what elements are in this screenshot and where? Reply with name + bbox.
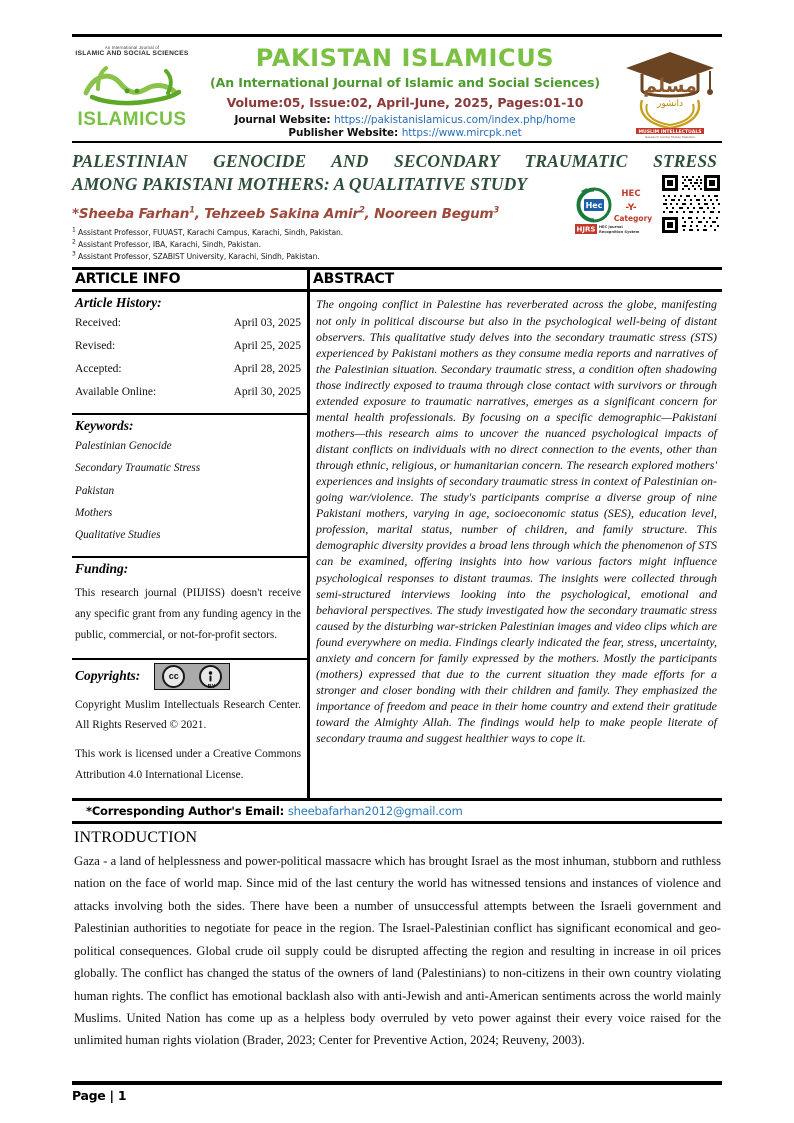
introduction-heading: INTRODUCTION <box>74 829 198 847</box>
introduction-body: Gaza - a land of helplessness and power-political massacre which has brought Israel as the most inhuman, stubborn and ruthless nation on the face of world map. Since mid of the last century the world has witnessed tensions and instances of violence and attacks involving both the sides. There have been a number of unsuccessful attempts between the Israeli government and Palestinian authorities to negotiate for peace in the region. The Israel-Palestinian conflict has significant economical and geo-political consequences. Global crude oil supply could be disrupted affecting the region and resulting in increase in oil prices globally. The conflict has changed the status of the owners of land (Palestinians) to non-citizens in their own country violating human rights. The conflict has emotional backlash also with anti-Jewish and anti-American sentiments across the world mainly Muslims. United Nation has come up as a helpless body overruled by veto power against their every voice raised for the unlimited human rights violation (Brader, 2023; Center for Preventive Action, 2024; Reuveny, 2003). <box>74 854 721 1048</box>
mirc-logo <box>618 41 722 139</box>
journal-website-label: Journal Website: <box>234 114 331 127</box>
abstract-text: The ongoing conflict in Palestine has reverberated across the globe, manifesting not only in political discourse but also in the psychological well-being of distant observers. This qualitative study delves into the secondary traumatic stress (STS) experienced by Pakistani mothers as they consume media reports and narratives of the Palestinian situation. Secondary traumatic stress, a condition often shadowing those indirectly exposed to trauma through close contact with survivors or through extended exposure to traumatic narratives, emerges as a significant concern for mental health professionals. By focusing on a specific demographic—Pakistani mothers—this research aims to uncover the nuanced psychological impacts of distant conflicts on individuals with no direct connection to the events, other than through ethnic, religious, or humanitarian concern. The research explored mothers' experiences and insights of secondary traumatic stress in context of Palestinian on-going war/violence. The study's participants comprise a diverse group of nine Pakistani mothers, varying in age, socioeconomic status (SES), education level, profession, marital status, number of children, and family structure. This demographic diversity provides a broad lens through which the phenomenon of STS can be examined, offering insights into how various factors might influence psychological responses to distant traumas. The insights were collected through semi-structured interviews looking into the psychological, emotional and behavioral perspectives. The study investigated how the secondary traumatic stress caused by the disturbing war-stricken Palestinian images and video clips which are found everywhere on media. Findings clearly indicated the fear, stress, uncertainty, anxiety and concern for family expressed by the mothers. Mostly the participants (mothers) expressed that due to the current situation they made efforts for a stronger and closer bonding with their children and family. They emphasized the importance of freedom and peace in their home country and extend their gratitude toward the Almighty Allah. The findings would help to make people literate of secondary trauma and suggest healthier ways to cope it. <box>316 297 717 746</box>
keyword-item: Secondary Traumatic Stress <box>75 462 201 475</box>
copyrights-title: Copyrights: <box>75 668 141 684</box>
history-label: Received: <box>75 317 121 330</box>
recognition-badges <box>575 173 722 235</box>
abstract-body <box>310 292 722 749</box>
svg-text:-Y-: -Y- <box>625 203 637 214</box>
islamicus-logo-tagline-bold: ISLAMIC AND SOCIAL SCIENCES <box>75 50 189 58</box>
svg-text:Recognition System: Recognition System <box>599 230 640 235</box>
history-row <box>75 317 301 331</box>
qr-code-icon[interactable] <box>660 173 722 235</box>
corresponding-author-email-link[interactable]: sheebafarhan2012@gmail.com <box>287 804 463 819</box>
history-value: April 25, 2025 <box>233 340 301 353</box>
svg-text:Research Centre Multan Pakista: Research Centre Multan Pakistan <box>645 135 695 139</box>
journal-website-link[interactable]: https://pakistanislamicus.com/index.php/home <box>334 114 576 127</box>
funding-text: This research journal (PIIJISS) doesn't receive any specific grant from any funding agency in the public, commercial, or not-for-profit sectors. <box>75 586 301 641</box>
keyword-item: Qualitative Studies <box>75 529 161 542</box>
affiliation-2: $^2$ Assistant Professor, IBA, Karachi, Sindh, Pakistan. <box>72 238 261 249</box>
publisher-website-row <box>192 127 618 139</box>
page-content <box>72 34 722 1052</box>
author-list: *Sheeba Farhan$^1$, Tehzeeb Sakina Amir$^2$, Nooreen Begum$^3$ <box>72 205 500 222</box>
affiliation-1: $^1$ Assistant Professor, FUUAST, Karachi Campus, Karachi, Sindh, Pakistan. <box>72 226 344 237</box>
history-value: April 28, 2025 <box>233 363 301 376</box>
journal-subtitle: (An International Journal of Islamic and Social Sciences) <box>210 75 600 91</box>
abstract-column <box>310 270 722 798</box>
page-footer <box>72 1081 722 1103</box>
funding-section <box>72 558 307 660</box>
paper-title-line-1: PALESTINIAN GENOCIDE AND SECONDARY TRAUMATIC STRESS <box>72 151 717 172</box>
keyword-item: Palestinian Genocide <box>75 439 172 452</box>
funding-title: Funding: <box>75 560 129 576</box>
paper-title-block <box>72 143 722 270</box>
publisher-website-link[interactable]: https://www.mircpk.net <box>401 127 522 140</box>
islamicus-logo-tagline-small: An International Journal of <box>104 45 160 50</box>
abstract-header: ABSTRACT <box>310 270 722 292</box>
svg-text:HEC: HEC <box>621 189 641 200</box>
affiliations <box>72 227 542 264</box>
history-label: Revised: <box>75 340 116 353</box>
cc-by-label: BY <box>207 683 216 690</box>
islamicus-wordmark: ISLAMICUS <box>77 109 187 131</box>
person-glyph-icon <box>204 670 217 683</box>
history-value: April 03, 2025 <box>233 317 301 330</box>
journal-volume-line: Volume:05, Issue:02, April-June, 2025, Pages:01-10 <box>226 95 584 111</box>
article-history-title: Article History: <box>75 295 162 311</box>
license-text: This work is licensed under a Creative Commons Attribution 4.0 International License. <box>75 748 301 782</box>
svg-text:مسلم: مسلم <box>643 75 697 98</box>
graduation-cap-icon <box>622 42 718 138</box>
keyword-item: Pakistan <box>75 484 115 497</box>
copyrights-header-row <box>75 663 301 690</box>
keywords-section <box>72 415 307 558</box>
arabic-calligraphy-icon <box>80 59 184 109</box>
history-value: April 30, 2025 <box>233 385 301 398</box>
article-history-section <box>72 292 307 414</box>
islamicus-logo <box>72 41 192 139</box>
history-row <box>75 363 301 377</box>
keyword-item: Mothers <box>75 506 113 519</box>
history-label: Accepted: <box>75 363 122 376</box>
history-row <box>75 340 301 354</box>
svg-text:Category: Category <box>613 214 653 224</box>
history-label: Available Online: <box>75 385 157 398</box>
publisher-website-label: Publisher Website: <box>288 127 399 140</box>
copyrights-section <box>72 660 307 799</box>
journal-website-row <box>192 114 618 126</box>
copyright-text: Copyright Muslim Intellectuals Research Center. All Rights Reserved © 2021. <box>75 698 301 732</box>
article-info-column <box>72 270 310 798</box>
article-info-abstract-table <box>72 270 722 801</box>
journal-masthead <box>72 34 722 143</box>
svg-text:HJRS: HJRS <box>576 225 596 234</box>
journal-title: PAKISTAN ISLAMICUS <box>255 44 555 72</box>
paper-title-line-2: AMONG PAKISTANI MOTHERS: A QUALITATIVE STUDY <box>72 174 528 195</box>
svg-text:دانشور: دانشور <box>656 99 684 110</box>
cc-icon: cc <box>162 665 185 688</box>
corresponding-author-bar <box>72 801 722 824</box>
masthead-center <box>192 41 618 139</box>
svg-text:HEC Journal: HEC Journal <box>599 225 623 230</box>
footer-divider <box>72 1081 722 1085</box>
svg-text:MUSLIM INTELLECTUALS: MUSLIM INTELLECTUALS <box>638 130 702 136</box>
keywords-title: Keywords: <box>75 417 134 433</box>
creative-commons-badge-icon <box>154 663 230 690</box>
history-row <box>75 386 301 400</box>
hec-hjrs-badge <box>575 183 655 235</box>
affiliation-3: $^3$ Assistant Professor, SZABIST University, Karachi, Sindh, Pakistan. <box>72 250 320 262</box>
article-info-header: ARTICLE INFO <box>72 270 307 292</box>
svg-text:Hec: Hec <box>585 201 603 211</box>
corresponding-author-label: *Corresponding Author's Email: <box>86 804 285 819</box>
page-number: Page | 1 <box>72 1088 127 1103</box>
